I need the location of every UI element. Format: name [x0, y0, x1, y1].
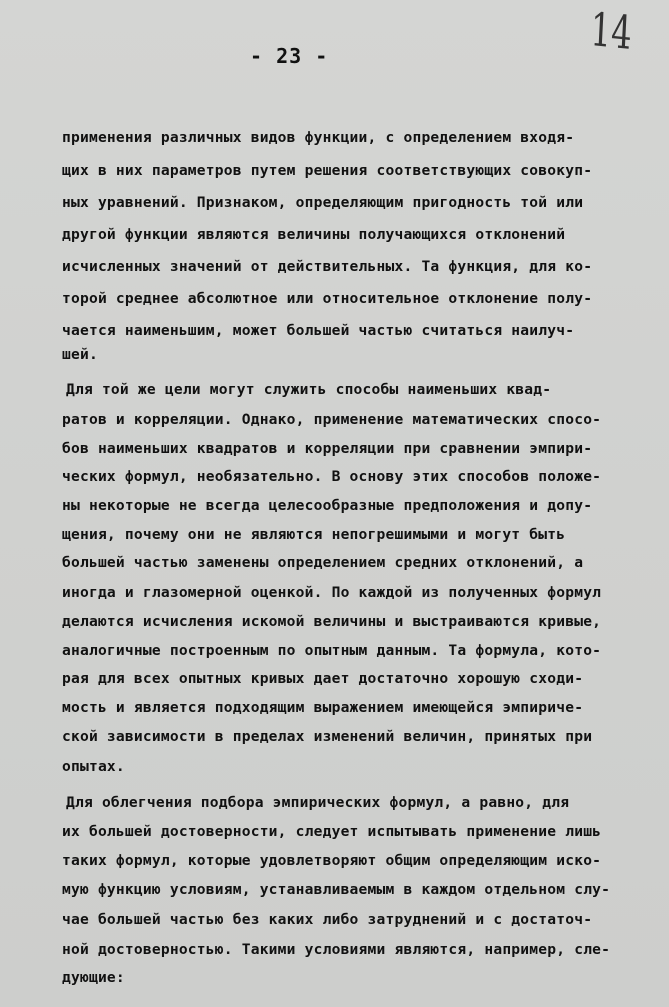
text-line: большей частью заменены определением средних отклонений, а	[62, 554, 584, 571]
text-line: их большей достоверности, следует испытывать применение лишь	[62, 823, 602, 840]
text-line: щения, почему они не являются непогрешимыми и могут быть	[62, 526, 566, 543]
text-line: мую функцию условиям, устанавливаемым в каждом отдельном слу-	[62, 881, 611, 898]
text-line: ны некоторые не всегда целесообразные предположения и допу-	[62, 497, 593, 514]
text-line: бов наименьших квадратов и корреляции при сравнении эмпири-	[62, 440, 593, 457]
text-line: опытах.	[62, 758, 125, 775]
text-line: таких формул, которые удовлетворяют общим определяющим иско-	[62, 852, 602, 869]
text-line: Для той же цели могут служить способы наименьших квад-	[66, 381, 552, 398]
handwritten-folio-number: 14	[589, 2, 634, 60]
text-line: щих в них параметров путем решения соответствующих совокуп-	[62, 162, 593, 179]
text-line: ной достоверностью. Такими условиями являются, например, сле-	[62, 941, 611, 958]
text-line: торой среднее абсолютное или относительное отклонение полу-	[62, 290, 593, 307]
text-line: ратов и корреляции. Однако, применение математических спосо-	[62, 411, 602, 428]
text-line: Для облегчения подбора эмпирических формул, а равно, для	[66, 794, 570, 811]
text-line: аналогичные построенным по опытным данным. Та формула, кото-	[62, 642, 602, 659]
text-line: другой функции являются величины получающихся отклонений	[62, 226, 566, 243]
text-line: мость и является подходящим выражением имеющейся эмпириче-	[62, 699, 584, 716]
page-number: - 23 -	[250, 44, 329, 68]
text-line: дующие:	[62, 969, 125, 986]
text-line: чае большей частью без каких либо затруднений и с достаточ-	[62, 911, 593, 928]
text-line: шей.	[62, 346, 98, 363]
text-line: применения различных видов функции, с определением входя-	[62, 129, 575, 146]
text-line: делаются исчисления искомой величины и выстраиваются кривые,	[62, 613, 602, 630]
text-line: ской зависимости в пределах изменений величин, принятых при	[62, 728, 593, 745]
text-line: иногда и глазомерной оценкой. По каждой из полученных формул	[62, 584, 602, 601]
text-line: исчисленных значений от действительных. Та функция, для ко-	[62, 258, 593, 275]
text-line: ческих формул, необязательно. В основу этих способов положе-	[62, 468, 602, 485]
text-line: чается наименьшим, может большей частью считаться наилуч-	[62, 322, 575, 339]
text-line: рая для всех опытных кривых дает достаточно хорошую сходи-	[62, 670, 584, 687]
text-line: ных уравнений. Признаком, определяющим пригодность той или	[62, 194, 584, 211]
